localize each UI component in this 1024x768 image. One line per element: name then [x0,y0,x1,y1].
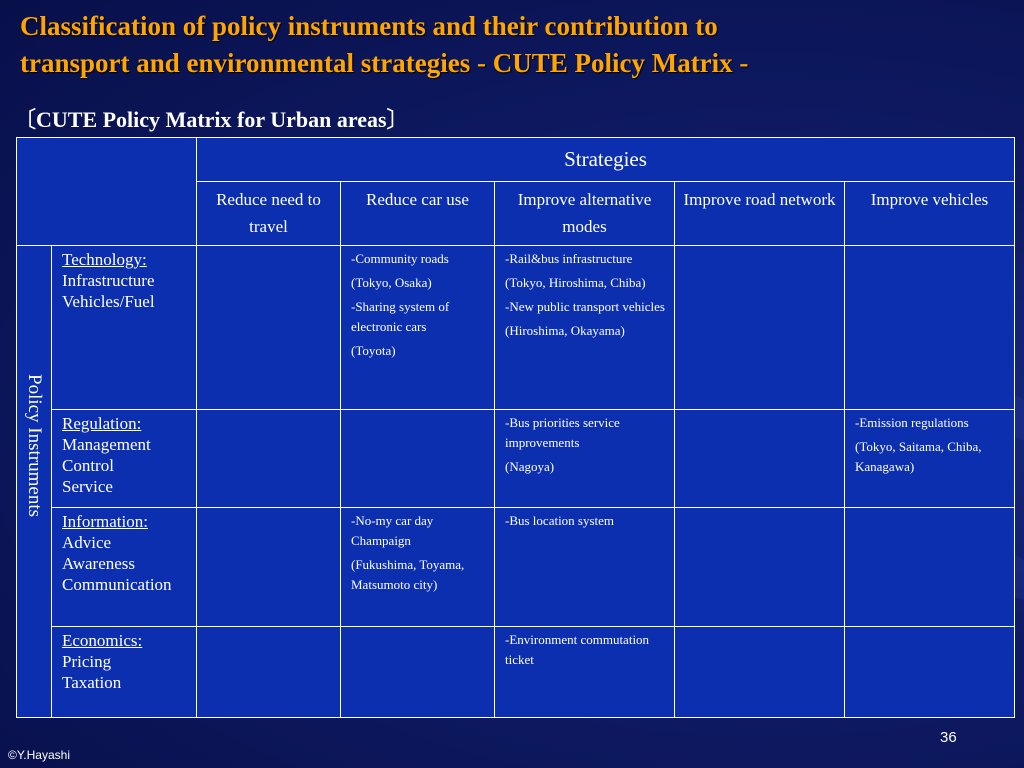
policy-instruments-axis-label: Policy Instruments [17,246,52,718]
cell-text: -Environment commutation ticket [505,632,650,667]
header-row-strategies [17,138,1015,182]
cell-text: (Tokyo, Osaka) [351,275,432,290]
cell-text: -New public transport vehicles [505,299,665,314]
matrix-cell [341,246,495,410]
page-number: 36 [940,729,957,746]
matrix-cell [845,627,1015,718]
matrix-cell [675,627,845,718]
row-label-item: Pricing [62,652,112,671]
matrix-cell [197,410,341,508]
row-label-title: Technology: [62,250,147,269]
cell-text: -Rail&bus infrastructure [505,251,633,266]
cell-text: (Hiroshima, Okayama) [505,323,625,338]
cell-text: (Tokyo, Saitama, Chiba, Kanagawa) [855,439,982,474]
slide-title-line-1: Classification of policy instruments and their contribution to [20,11,718,41]
column-header: Improve road network [675,182,845,246]
cell-text: (Nagoya) [505,459,555,474]
cell-text: -Community roads [351,251,449,266]
strategies-header: Strategies [197,138,1015,182]
row-label-item: Service [62,477,113,496]
table-row [17,627,1015,718]
cell-text: -Emission regulations [855,415,969,430]
row-label-information [52,508,197,627]
cell-text: (Fukushima, Toyama, Matsumoto city) [351,557,465,592]
row-label-item: Infrastructure [62,271,155,290]
matrix-cell [197,508,341,627]
matrix-cell [675,410,845,508]
column-header: Reduce need to travel [197,182,341,246]
matrix-cell [341,508,495,627]
slide-subtitle: 〔CUTE Policy Matrix for Urban areas〕 [14,107,409,132]
matrix-cell [495,410,675,508]
row-label-item: Taxation [62,673,122,692]
matrix-cell [341,627,495,718]
copyright-credit: ©Y.Hayashi [8,748,70,762]
matrix-cell [845,508,1015,627]
row-label-title: Information: [62,512,148,531]
matrix-cell [675,508,845,627]
cell-text: -No-my car day Champaign [351,513,434,548]
matrix-cell [675,246,845,410]
matrix-cell [495,246,675,410]
cell-text: (Tokyo, Hiroshima, Chiba) [505,275,646,290]
cell-text: -Bus priorities service improvements [505,415,620,450]
column-header: Improve alternative modes [495,182,675,246]
column-header: Reduce car use [341,182,495,246]
slide-title [20,8,1010,82]
row-label-item: Advice [62,533,112,552]
row-label-technology [52,246,197,410]
matrix-cell [495,627,675,718]
policy-matrix-table [16,137,1015,718]
corner-cell [17,138,197,246]
table-row [17,246,1015,410]
row-label-title: Economics: [62,631,143,650]
row-label-regulation [52,410,197,508]
slide-title-line-2: transport and environmental strategies - CUTE Policy Matrix - [20,48,749,78]
row-label-item: Control [62,456,114,475]
matrix-cell [341,410,495,508]
row-label-economics [52,627,197,718]
table-row [17,410,1015,508]
row-label-item: Management [62,435,151,454]
column-header: Improve vehicles [845,182,1015,246]
matrix-cell [845,246,1015,410]
matrix-cell [495,508,675,627]
row-label-item: Vehicles/Fuel [62,292,155,311]
cell-text: -Sharing system of electronic cars [351,299,450,334]
matrix-cell [197,246,341,410]
table-row [17,508,1015,627]
row-label-item: Awareness [62,554,136,573]
row-label-item: Communication [62,575,172,594]
cell-text: (Toyota) [351,343,396,358]
row-label-title: Regulation: [62,414,142,433]
matrix-cell [197,627,341,718]
cell-text: -Bus location system [505,513,615,528]
matrix-cell [845,410,1015,508]
